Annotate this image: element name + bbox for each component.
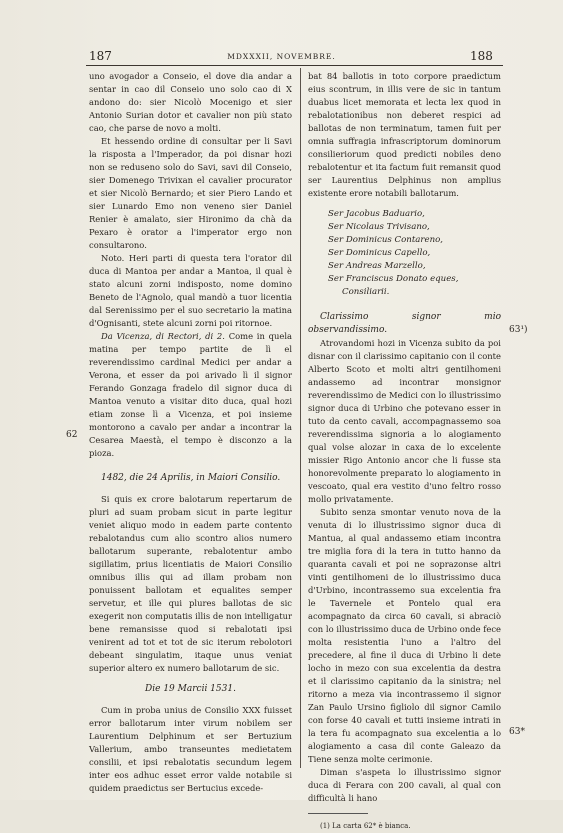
signatories-list [328,208,501,299]
letter-salutation: Clarissimo signor mio observandissimo. [308,312,501,335]
right-paragraph: Atrovandomi hozi in Vicenza subito da poi disnar con il clarissimo capitanio con il conte Alberto Scoto et molti altri gentilhomeni andassemo ad incontrar monsignor reverendissimo de Medici con lo illustrissimo signor duca di Urbino che potevano esser in tuto da cento cavali, accompagnassemo soa reverendissima signoria a lo alogiamento qual volse alozar in caxa de lo excelente missier Rigo Antonio ancor che li fusse sta honorevolmente preparato lo alogiamento in vescoato, qual era vestito d'uno feltro rosso mollo privatamente. [308,338,501,504]
signatory: Ser Dominicus Capello, [328,248,431,258]
left-paragraph: Cum in proba unius de Consilio XXX fuisset error ballotarum inter virum nobilem ser Laurentium Delphinum et ser Bertuzium Vallerium, ambo transeuntes medietatem consilii, et ipsi rebalotatis secundum legem inter eos adhuc esset error valde notabile si quidem praedictus ser Bertucius excede- [89,705,292,793]
footnote-rule [308,813,368,814]
left-paragraph: Noto. Heri parti di questa tera l'orator dil duca di Mantoa per andar a Mantoa, il qual è stato alcuni zorni indisposto, nome domino Beneto de l'Agnolo, qual mandò a tuor licentia dal Serenissimo per el suo secretario la matina d'Ognisanti, stete alcuni zorni poi ritornoe. [89,253,292,328]
signatory-role: Consiliarii. [342,287,390,297]
section-heading-1531: Die 19 Marcii 1531. [145,684,236,694]
margin-number-63a: 63¹) [509,325,528,335]
left-paragraph [89,330,292,460]
signatory: Ser Dominicus Contareno, [328,235,444,245]
signatory: Ser Andreas Marzello, [328,261,426,271]
signatory: Ser Franciscus Donato eques, [328,274,459,284]
signatory: Ser Nicolaus Trivisano, [328,222,430,232]
header-rule [86,65,503,66]
left-column [89,70,292,795]
right-column [308,70,501,833]
right-paragraph: Diman s'aspeta lo illustrissimo signor duca di Ferara con 200 cavali, al qual con difficultà li hano [308,767,501,803]
right-paragraph: Subito senza smontar venuto nova de la venuta di lo illustrissimo signor duca di Mantua, al qual andassemo etiam incontra tre miglia fora di la tera in tutto hanno da quaranta cavali et poi ne soprazonse altri vinti gentilhomeni de lo illustrissimo duca d'Urbino, incontrassemo sua excelentia fra le Tavernele et Pontelo qual era acompagnato da circa 60 cavali, si abraciò con lo illustrissimo duca de Urbino onde fece molta resistentia l'uno a l'altro del precedere, al fine il duca di Urbino li dete locho in mezo con sua excelentia da destra et il clarissimo capitanio da la sinistra; nel ritorno a meza via incontrassemo il signor Zan Paulo Ursino figliolo dil signor Camilo con forse 40 cavali et tutti insieme intrati in la tera fu acompagnato sua excelentia a lo alogiamento a casa dil conte Galeazo da Tiene senza molte cerimonie. [308,507,501,764]
vicenza-text: Come in quela matina per tempo partite de lì el reverendissimo cardinal Medici per andar a Verona, et esser da poi arivado lì il signor Ferando Gonzaga fradelo dil signor duca di Mantoa venuto a visitar dito duca, qual hozi etiam zonse lì a Vicenza, et poi insieme montorono a cavalo per andar a incontrar la Cesarea Maestà, el tempo è disconzo a la pioza. [89,331,292,458]
section-heading-1482: 1482, die 24 Aprilis, in Maiori Consilio. [101,473,281,483]
left-paragraph: Et hessendo ordine di consultar per li Savi la risposta a l'Imperador, da poi disnar hozi non se reduseno solo do Savi, savi dil Conseio, sier Domenego Trivixan el cavalier procurator et sier Nicolò Bernardo; et sier Piero Lando et sier Lunardo Emo non veneno sier Daniel Renier è amalato, sier Hironimo da chà da Pexaro è orator a l'imperator ergo non consultarono. [89,136,292,250]
left-paragraph: uno avogador a Conseio, el dove dia andar a sentar in cao dil Conseio uno solo cao di X andono do: sier Nicolò Mocenigo et sier Antonio Surian dotor et cavalier non più stato cao, che parse de novo a molti. [89,71,292,133]
margin-number-62: 62 [66,430,78,440]
page-number-right: 188 [470,49,493,63]
column-divider [300,68,301,768]
left-paragraph: Si quis ex crore balotarum repertarum de pluri ad suam probam sicut in parte legitur veniet aliquo modo in eadem parte contento rebalotandus cum alio scontro alios numero ballotarum superante, rebalotentur ambo sigillatim, prius licentiatis de Maiori Consilio omnibus illis qui ad illam probam non ponuissent ballotam et equalites semper servetur, et ille qui plures ballotas de sic exegerit non computatis illis de non intelligatur bene remansisse quod si rebalotati ipsi venirent ad tot et tot de sic iterum rebolotori debeant singulatim, itaque unus veniat superior altero ex numero ballotarum de sic. [89,494,292,673]
signatory: Ser Jacobus Baduario, [328,209,425,219]
page-number-left: 187 [89,49,112,63]
right-paragraph: bat 84 ballotis in toto corpore praedictum eius scontrum, in illis vere de sic in tantum duabus licet memorata et lecta lex quod in rebalotationibus non deberet respici ad ballotas de non terminatum, tamen fuit per omnia suffragia infrascriptorum dominorum consilieriorum quod predicti nobiles deno rebalotentur et ita factum fuit remansit quod ser Laurentius Delphinus non amplius existente erore notabili ballotarum. [308,71,501,198]
vicenza-heading: Da Vicenza, di Rectori, di 2. [101,331,225,341]
footnote: (1) La carta 62* è bianca. [320,822,411,830]
margin-number-63b: 63* [509,727,525,737]
running-title: MDXXXII, NOVEMBRE. [227,52,336,61]
page-header [0,50,563,64]
